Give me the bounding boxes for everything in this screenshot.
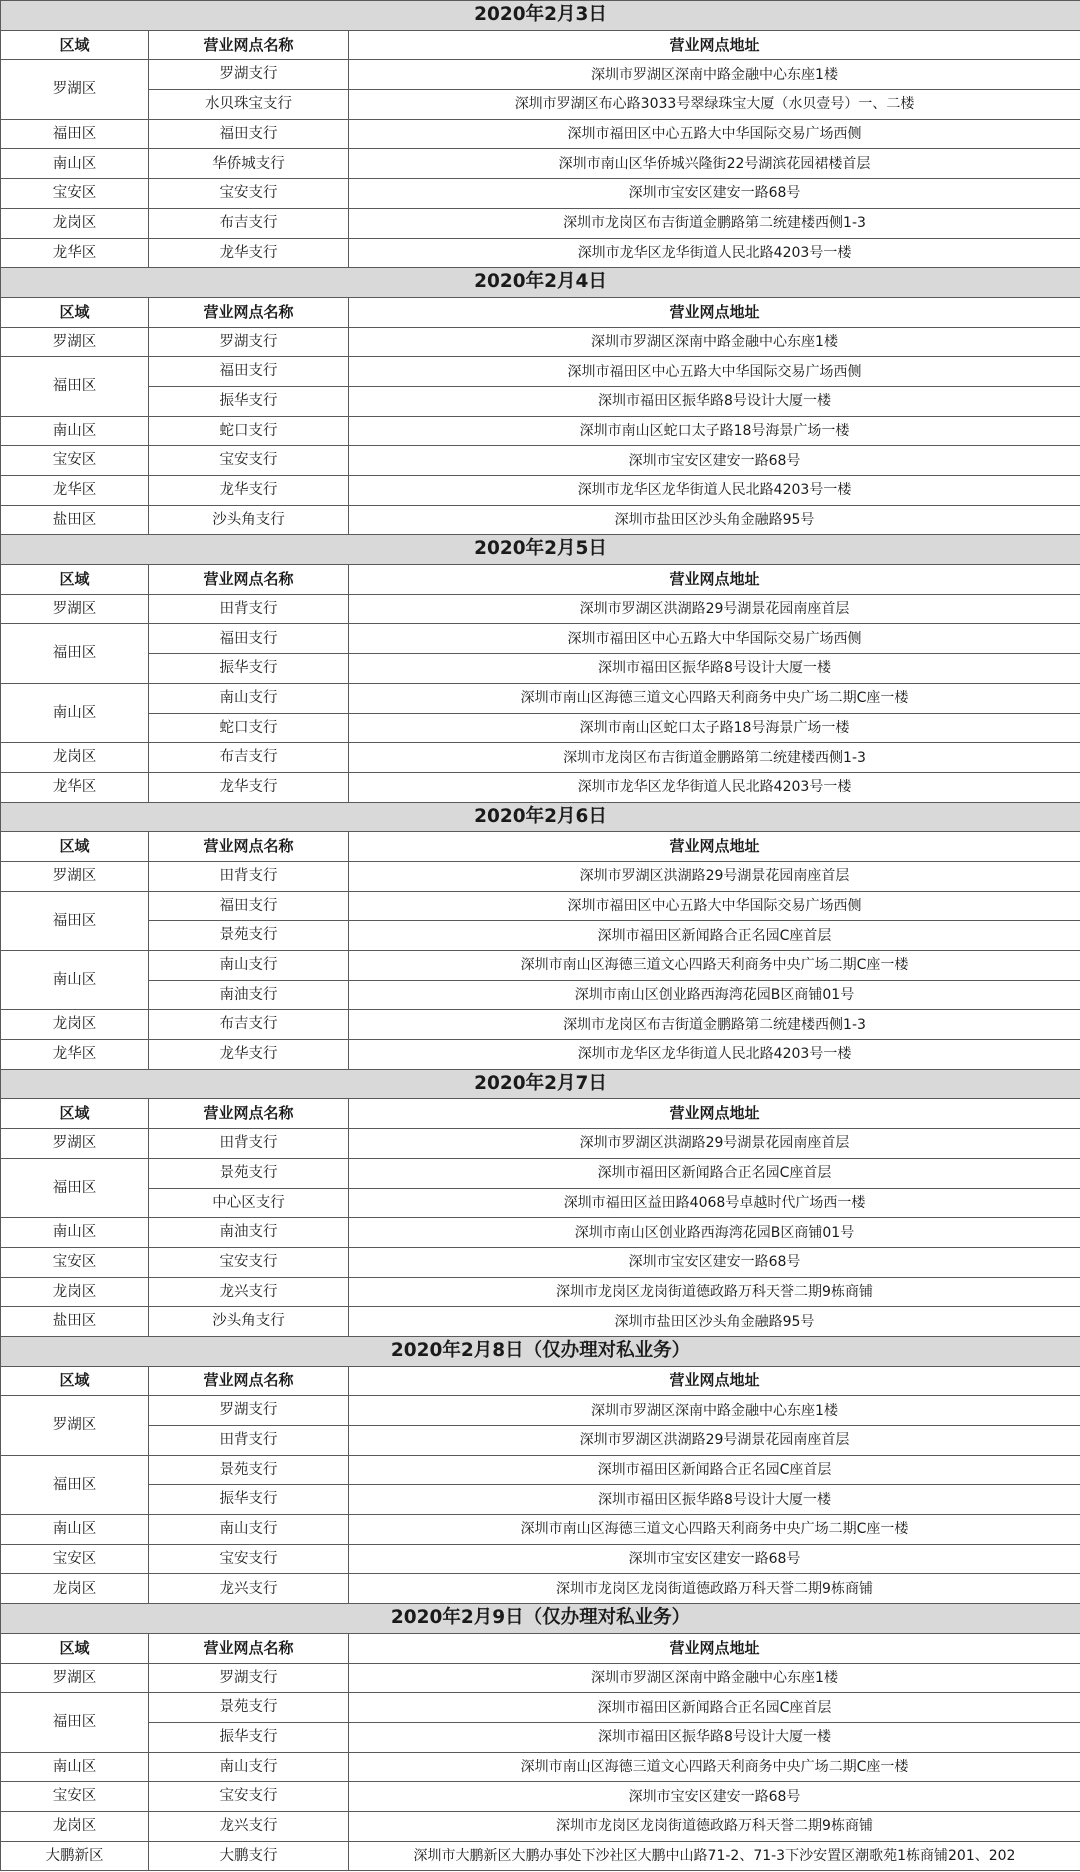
- table-row: [1, 861, 1080, 891]
- district-cell: 盐田区: [1, 1307, 149, 1337]
- district-column-header: 区域: [1, 565, 149, 595]
- table-row: [1, 1247, 1080, 1277]
- district-cell: 大鹏新区: [1, 1841, 149, 1871]
- branch-name-cell: 田背支行: [149, 1129, 349, 1159]
- branch-address-cell: 深圳市龙华区龙华街道人民北路4203号一楼: [349, 772, 1080, 802]
- district-cell: 南山区: [1, 1515, 149, 1545]
- table-row: [1, 1158, 1080, 1188]
- branch-name-cell: 布吉支行: [149, 1010, 349, 1040]
- district-column-header: 区域: [1, 297, 149, 327]
- column-header-row: [1, 1633, 1080, 1663]
- district-cell: 南山区: [1, 951, 149, 1010]
- branch-name-cell: 南山支行: [149, 683, 349, 713]
- date-heading: 2020年2月9日（仅办理对私业务）: [1, 1604, 1080, 1634]
- branch-column-header: 营业网点名称: [149, 1366, 349, 1396]
- district-cell: 龙华区: [1, 476, 149, 506]
- table-row: [1, 654, 1080, 684]
- table-row: [1, 713, 1080, 743]
- branch-address-cell: 深圳市龙岗区龙岗街道德政路万科天誉二期9栋商铺: [349, 1277, 1080, 1307]
- branch-name-cell: 田背支行: [149, 1426, 349, 1456]
- date-header-row: [1, 535, 1080, 565]
- branch-address-cell: 深圳市龙华区龙华街道人民北路4203号一楼: [349, 238, 1080, 268]
- branch-name-cell: 罗湖支行: [149, 327, 349, 357]
- table-row: [1, 505, 1080, 535]
- branch-name-cell: 田背支行: [149, 594, 349, 624]
- branch-address-cell: 深圳市南山区海德三道文心四路天利商务中央广场二期C座一楼: [349, 683, 1080, 713]
- address-column-header: 营业网点地址: [349, 565, 1080, 595]
- table-row: [1, 1841, 1080, 1871]
- district-cell: 福田区: [1, 1158, 149, 1217]
- table-row: [1, 1752, 1080, 1782]
- district-cell: 福田区: [1, 1455, 149, 1514]
- table-row: [1, 683, 1080, 713]
- branch-name-cell: 南油支行: [149, 1218, 349, 1248]
- table-row: [1, 1218, 1080, 1248]
- table-row: [1, 179, 1080, 209]
- date-heading: 2020年2月8日（仅办理对私业务）: [1, 1336, 1080, 1366]
- branch-name-cell: 华侨城支行: [149, 149, 349, 179]
- district-cell: 龙华区: [1, 238, 149, 268]
- table-row: [1, 1485, 1080, 1515]
- district-column-header: 区域: [1, 1099, 149, 1129]
- district-cell: 宝安区: [1, 179, 149, 209]
- district-cell: 罗湖区: [1, 1663, 149, 1693]
- district-column-header: 区域: [1, 1633, 149, 1663]
- district-cell: 龙岗区: [1, 743, 149, 773]
- branch-address-cell: 深圳市宝安区建安一路68号: [349, 1782, 1080, 1812]
- table-row: [1, 386, 1080, 416]
- branch-name-cell: 龙华支行: [149, 238, 349, 268]
- branch-address-cell: 深圳市福田区振华路8号设计大厦一楼: [349, 654, 1080, 684]
- address-column-header: 营业网点地址: [349, 30, 1080, 60]
- branch-column-header: 营业网点名称: [149, 297, 349, 327]
- district-cell: 盐田区: [1, 505, 149, 535]
- branch-name-cell: 罗湖支行: [149, 1396, 349, 1426]
- column-header-row: [1, 1099, 1080, 1129]
- district-cell: 龙岗区: [1, 1277, 149, 1307]
- branch-address-cell: 深圳市福田区中心五路大中华国际交易广场西侧: [349, 624, 1080, 654]
- table-row: [1, 446, 1080, 476]
- address-column-header: 营业网点地址: [349, 297, 1080, 327]
- branch-name-cell: 振华支行: [149, 386, 349, 416]
- district-cell: 罗湖区: [1, 327, 149, 357]
- branch-name-cell: 罗湖支行: [149, 1663, 349, 1693]
- table-row: [1, 951, 1080, 981]
- address-column-header: 营业网点地址: [349, 832, 1080, 862]
- table-row: [1, 149, 1080, 179]
- branch-address-cell: 深圳市龙华区龙华街道人民北路4203号一楼: [349, 1040, 1080, 1070]
- branch-name-cell: 南油支行: [149, 980, 349, 1010]
- branch-name-cell: 布吉支行: [149, 743, 349, 773]
- branch-address-cell: 深圳市南山区海德三道文心四路天利商务中央广场二期C座一楼: [349, 951, 1080, 981]
- branch-name-cell: 龙华支行: [149, 476, 349, 506]
- table-row: [1, 1455, 1080, 1485]
- address-column-header: 营业网点地址: [349, 1099, 1080, 1129]
- table-row: [1, 921, 1080, 951]
- district-cell: 宝安区: [1, 1247, 149, 1277]
- branch-name-cell: 龙兴支行: [149, 1574, 349, 1604]
- district-cell: 罗湖区: [1, 594, 149, 624]
- branch-name-cell: 福田支行: [149, 357, 349, 387]
- branch-address-cell: 深圳市龙岗区布吉街道金鹏路第二统建楼西侧1-3: [349, 743, 1080, 773]
- table-row: [1, 594, 1080, 624]
- table-row: [1, 327, 1080, 357]
- branch-name-cell: 宝安支行: [149, 446, 349, 476]
- branch-name-cell: 龙华支行: [149, 772, 349, 802]
- branch-name-cell: 福田支行: [149, 119, 349, 149]
- district-column-header: 区域: [1, 30, 149, 60]
- branch-column-header: 营业网点名称: [149, 565, 349, 595]
- district-column-header: 区域: [1, 1366, 149, 1396]
- branch-name-cell: 福田支行: [149, 624, 349, 654]
- table-row: [1, 1811, 1080, 1841]
- column-header-row: [1, 565, 1080, 595]
- date-header-row: [1, 802, 1080, 832]
- column-header-row: [1, 297, 1080, 327]
- district-cell: 南山区: [1, 1218, 149, 1248]
- district-cell: 龙岗区: [1, 1010, 149, 1040]
- branch-address-cell: 深圳市盐田区沙头角金融路95号: [349, 1307, 1080, 1337]
- branch-name-cell: 罗湖支行: [149, 60, 349, 90]
- date-heading: 2020年2月6日: [1, 802, 1080, 832]
- branch-address-cell: 深圳市福田区新闻路合正名园C座首层: [349, 1693, 1080, 1723]
- branch-address-cell: 深圳市南山区蛇口太子路18号海景广场一楼: [349, 713, 1080, 743]
- district-cell: 龙华区: [1, 772, 149, 802]
- address-column-header: 营业网点地址: [349, 1366, 1080, 1396]
- branch-address-cell: 深圳市福田区新闻路合正名园C座首层: [349, 1455, 1080, 1485]
- branch-name-cell: 振华支行: [149, 1722, 349, 1752]
- table-row: [1, 60, 1080, 90]
- branch-name-cell: 福田支行: [149, 891, 349, 921]
- branch-address-cell: 深圳市龙岗区龙岗街道德政路万科天誉二期9栋商铺: [349, 1811, 1080, 1841]
- table-row: [1, 1663, 1080, 1693]
- date-header-row: [1, 268, 1080, 298]
- branch-name-cell: 振华支行: [149, 1485, 349, 1515]
- branch-schedule-body: [1, 1, 1080, 1871]
- date-heading: 2020年2月4日: [1, 268, 1080, 298]
- branch-address-cell: 深圳市宝安区建安一路68号: [349, 1544, 1080, 1574]
- branch-address-cell: 深圳市龙岗区布吉街道金鹏路第二统建楼西侧1-3: [349, 208, 1080, 238]
- branch-name-cell: 龙兴支行: [149, 1277, 349, 1307]
- table-row: [1, 980, 1080, 1010]
- district-cell: 龙岗区: [1, 1574, 149, 1604]
- branch-address-cell: 深圳市盐田区沙头角金融路95号: [349, 505, 1080, 535]
- branch-name-cell: 景苑支行: [149, 921, 349, 951]
- table-row: [1, 1693, 1080, 1723]
- table-row: [1, 208, 1080, 238]
- table-row: [1, 1574, 1080, 1604]
- branch-address-cell: 深圳市罗湖区洪湖路29号湖景花园南座首层: [349, 594, 1080, 624]
- table-row: [1, 891, 1080, 921]
- branch-address-cell: 深圳市罗湖区布心路3033号翠绿珠宝大厦（水贝壹号）一、二楼: [349, 90, 1080, 120]
- branch-address-cell: 深圳市福田区振华路8号设计大厦一楼: [349, 1485, 1080, 1515]
- branch-name-cell: 宝安支行: [149, 179, 349, 209]
- district-column-header: 区域: [1, 832, 149, 862]
- branch-address-cell: 深圳市福田区中心五路大中华国际交易广场西侧: [349, 891, 1080, 921]
- branch-address-cell: 深圳市南山区创业路西海湾花园B区商铺01号: [349, 980, 1080, 1010]
- district-cell: 南山区: [1, 149, 149, 179]
- table-row: [1, 416, 1080, 446]
- branch-address-cell: 深圳市大鹏新区大鹏办事处下沙社区大鹏中山路71-2、71-3下沙安置区潮歌苑1栋商铺201、202: [349, 1841, 1080, 1871]
- date-heading: 2020年2月5日: [1, 535, 1080, 565]
- district-cell: 龙岗区: [1, 208, 149, 238]
- district-cell: 罗湖区: [1, 1396, 149, 1455]
- table-row: [1, 1010, 1080, 1040]
- branch-name-cell: 景苑支行: [149, 1158, 349, 1188]
- branch-address-cell: 深圳市宝安区建安一路68号: [349, 446, 1080, 476]
- branch-address-cell: 深圳市龙岗区龙岗街道德政路万科天誉二期9栋商铺: [349, 1574, 1080, 1604]
- table-row: [1, 476, 1080, 506]
- table-row: [1, 1782, 1080, 1812]
- table-row: [1, 357, 1080, 387]
- table-row: [1, 1129, 1080, 1159]
- branch-name-cell: 布吉支行: [149, 208, 349, 238]
- table-row: [1, 1426, 1080, 1456]
- column-header-row: [1, 832, 1080, 862]
- table-row: [1, 772, 1080, 802]
- table-row: [1, 1722, 1080, 1752]
- branch-name-cell: 景苑支行: [149, 1455, 349, 1485]
- branch-address-cell: 深圳市福田区振华路8号设计大厦一楼: [349, 386, 1080, 416]
- district-cell: 龙岗区: [1, 1811, 149, 1841]
- date-header-row: [1, 1336, 1080, 1366]
- column-header-row: [1, 30, 1080, 60]
- branch-name-cell: 沙头角支行: [149, 505, 349, 535]
- district-cell: 南山区: [1, 683, 149, 742]
- branch-name-cell: 宝安支行: [149, 1544, 349, 1574]
- branch-column-header: 营业网点名称: [149, 1099, 349, 1129]
- district-cell: 罗湖区: [1, 1129, 149, 1159]
- district-cell: 南山区: [1, 416, 149, 446]
- table-row: [1, 624, 1080, 654]
- branch-address-cell: 深圳市罗湖区洪湖路29号湖景花园南座首层: [349, 861, 1080, 891]
- branch-name-cell: 龙兴支行: [149, 1811, 349, 1841]
- table-row: [1, 1040, 1080, 1070]
- branch-name-cell: 南山支行: [149, 1515, 349, 1545]
- table-row: [1, 1544, 1080, 1574]
- district-cell: 宝安区: [1, 1782, 149, 1812]
- table-row: [1, 1307, 1080, 1337]
- date-header-row: [1, 1, 1080, 31]
- branch-address-cell: 深圳市福田区新闻路合正名园C座首层: [349, 921, 1080, 951]
- branch-name-cell: 南山支行: [149, 1752, 349, 1782]
- table-row: [1, 90, 1080, 120]
- branch-address-cell: 深圳市南山区海德三道文心四路天利商务中央广场二期C座一楼: [349, 1752, 1080, 1782]
- table-row: [1, 119, 1080, 149]
- table-row: [1, 1277, 1080, 1307]
- branch-name-cell: 宝安支行: [149, 1782, 349, 1812]
- branch-name-cell: 大鹏支行: [149, 1841, 349, 1871]
- address-column-header: 营业网点地址: [349, 1633, 1080, 1663]
- branch-address-cell: 深圳市罗湖区洪湖路29号湖景花园南座首层: [349, 1129, 1080, 1159]
- branch-address-cell: 深圳市宝安区建安一路68号: [349, 1247, 1080, 1277]
- district-cell: 罗湖区: [1, 861, 149, 891]
- date-header-row: [1, 1604, 1080, 1634]
- table-row: [1, 1396, 1080, 1426]
- branch-name-cell: 田背支行: [149, 861, 349, 891]
- district-cell: 罗湖区: [1, 60, 149, 119]
- branch-address-cell: 深圳市福田区中心五路大中华国际交易广场西侧: [349, 119, 1080, 149]
- branch-address-cell: 深圳市龙岗区布吉街道金鹏路第二统建楼西侧1-3: [349, 1010, 1080, 1040]
- district-cell: 龙华区: [1, 1040, 149, 1070]
- branch-name-cell: 沙头角支行: [149, 1307, 349, 1337]
- date-heading: 2020年2月7日: [1, 1069, 1080, 1099]
- branch-address-cell: 深圳市罗湖区深南中路金融中心东座1楼: [349, 1663, 1080, 1693]
- branch-column-header: 营业网点名称: [149, 832, 349, 862]
- branch-name-cell: 蛇口支行: [149, 416, 349, 446]
- branch-address-cell: 深圳市福田区中心五路大中华国际交易广场西侧: [349, 357, 1080, 387]
- branch-address-cell: 深圳市南山区创业路西海湾花园B区商铺01号: [349, 1218, 1080, 1248]
- district-cell: 宝安区: [1, 1544, 149, 1574]
- district-cell: 福田区: [1, 624, 149, 683]
- branch-address-cell: 深圳市宝安区建安一路68号: [349, 179, 1080, 209]
- district-cell: 福田区: [1, 119, 149, 149]
- district-cell: 福田区: [1, 1693, 149, 1752]
- branch-address-cell: 深圳市罗湖区深南中路金融中心东座1楼: [349, 327, 1080, 357]
- date-heading: 2020年2月3日: [1, 1, 1080, 31]
- district-cell: 南山区: [1, 1752, 149, 1782]
- district-cell: 福田区: [1, 357, 149, 416]
- branch-address-cell: 深圳市福田区新闻路合正名园C座首层: [349, 1158, 1080, 1188]
- branch-name-cell: 龙华支行: [149, 1040, 349, 1070]
- column-header-row: [1, 1366, 1080, 1396]
- branch-address-cell: 深圳市南山区华侨城兴隆街22号湖滨花园裙楼首层: [349, 149, 1080, 179]
- district-cell: 宝安区: [1, 446, 149, 476]
- branch-address-cell: 深圳市福田区益田路4068号卓越时代广场西一楼: [349, 1188, 1080, 1218]
- branch-column-header: 营业网点名称: [149, 1633, 349, 1663]
- branch-name-cell: 景苑支行: [149, 1693, 349, 1723]
- branch-column-header: 营业网点名称: [149, 30, 349, 60]
- branch-name-cell: 中心区支行: [149, 1188, 349, 1218]
- branch-name-cell: 蛇口支行: [149, 713, 349, 743]
- table-row: [1, 1188, 1080, 1218]
- branch-name-cell: 振华支行: [149, 654, 349, 684]
- branch-address-cell: 深圳市罗湖区深南中路金融中心东座1楼: [349, 1396, 1080, 1426]
- district-cell: 福田区: [1, 891, 149, 950]
- branch-address-cell: 深圳市南山区蛇口太子路18号海景广场一楼: [349, 416, 1080, 446]
- branch-address-cell: 深圳市福田区振华路8号设计大厦一楼: [349, 1722, 1080, 1752]
- branch-address-cell: 深圳市罗湖区洪湖路29号湖景花园南座首层: [349, 1426, 1080, 1456]
- branch-name-cell: 南山支行: [149, 951, 349, 981]
- table-row: [1, 743, 1080, 773]
- date-header-row: [1, 1069, 1080, 1099]
- branch-name-cell: 宝安支行: [149, 1247, 349, 1277]
- branch-name-cell: 水贝珠宝支行: [149, 90, 349, 120]
- table-row: [1, 1515, 1080, 1545]
- branch-address-cell: 深圳市罗湖区深南中路金融中心东座1楼: [349, 60, 1080, 90]
- branch-address-cell: 深圳市南山区海德三道文心四路天利商务中央广场二期C座一楼: [349, 1515, 1080, 1545]
- table-row: [1, 238, 1080, 268]
- branch-address-cell: 深圳市龙华区龙华街道人民北路4203号一楼: [349, 476, 1080, 506]
